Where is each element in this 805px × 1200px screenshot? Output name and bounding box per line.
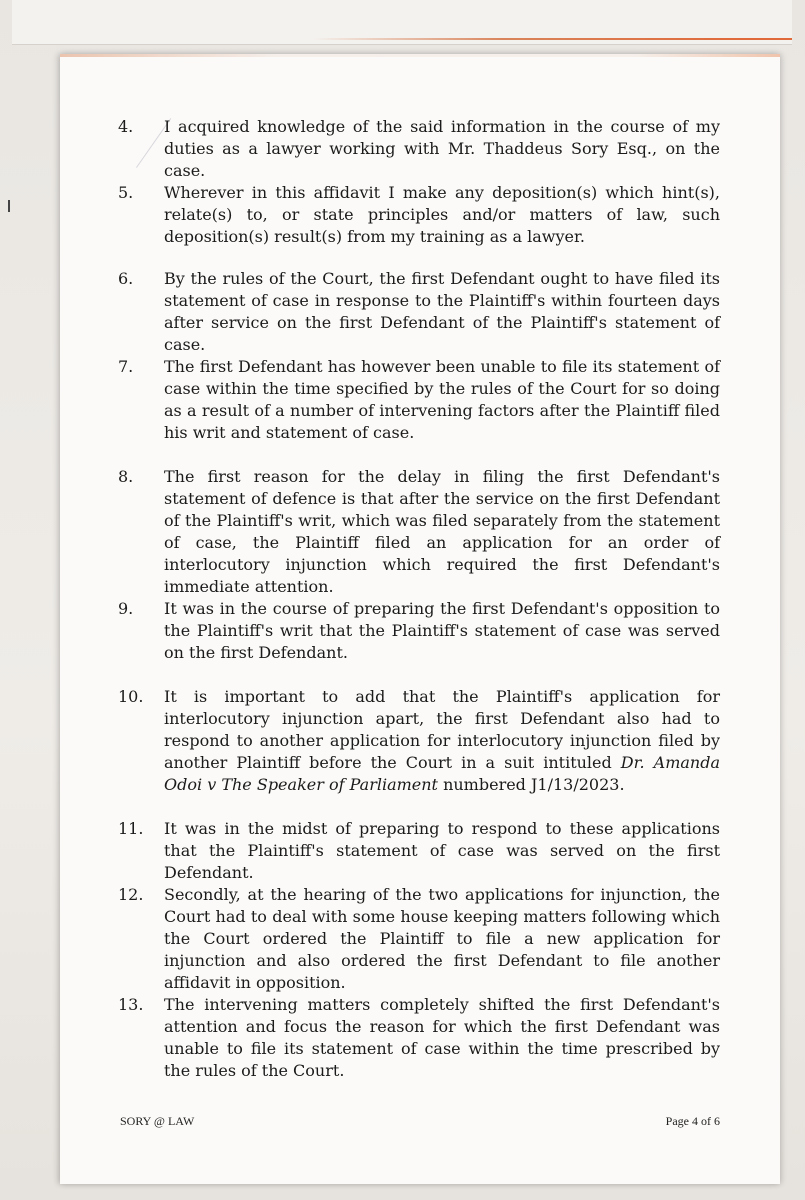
paragraph-text: Secondly, at the hearing of the two applications for injunction, the Court had to deal with some house keeping matters following which the Court ordered the Plaintiff to file a new application for injunction and also ordered the first Defendant to file another affidavit in opposition. [164,885,720,992]
paragraph-text: By the rules of the Court, the first Defendant ought to have filed its statement of case in response to the Plaintiff's within fourteen days after service on the first Defendant of the Plaintiff's statement of case. [164,269,720,354]
paragraph-text: I acquired knowledge of the said information in the course of my duties as a lawyer working with Mr. Thaddeus Sory Esq., on the case. [164,117,720,180]
paragraph-text: It was in the midst of preparing to respond to these applications that the Plaintiff's statement of case was served on the first Defendant. [164,819,720,882]
paragraph-number: 11. [118,819,144,838]
paragraph-number: 6. [118,269,134,288]
document-page [60,54,780,1184]
paragraph-text: Wherever in this affidavit I make any deposition(s) which hint(s), relate(s) to, or state principles and/or matters of law, such deposition(s) result(s) from my training as a lawyer. [164,183,720,246]
orange-edge-mark [312,38,792,40]
paragraph-number: 12. [118,885,144,904]
paragraph-number: 9. [118,599,134,618]
page-number: Page 4 of 6 [665,1114,720,1128]
paragraph-text [164,686,720,796]
paragraph-text-part: numbered J1/13/2023. [437,775,625,794]
paragraph-text: The intervening matters completely shifted the first Defendant's attention and focus the reason for which the first Defendant was unable to file its statement of case within the time prescribed by the rules of the Court. [164,995,720,1080]
paragraph-text: The first Defendant has however been unable to file its statement of case within the time specified by the rules of the Court for so doing as a result of a number of intervening factors after the Plaintiff filed his writ and statement of case. [164,357,720,442]
paragraph-number: 7. [118,357,134,376]
paragraph-text-part: It is important to add that the Plaintiff's application for interlocutory injunction apart, the first Defendant also had to respond to another application for interlocutory injunction filed by another Plaintiff before the Court in a suit intituled [164,687,720,772]
paragraph-number: 10. [118,687,144,706]
paragraph-number: 5. [118,183,134,202]
footer-firm: SORY @ LAW [120,1114,195,1128]
paragraph-number: 13. [118,995,144,1014]
paragraph-text: The first reason for the delay in filing the first Defendant's statement of defence is that after the service on the first Defendant of the Plaintiff's writ, which was filed separately from the statement of case, the Plaintiff filed an application for an order of interlocutory injunction which required the first Defendant's immediate attention. [164,467,720,596]
paragraph-number: 4. [118,117,134,136]
paragraph-text: It was in the course of preparing the first Defendant's opposition to the Plaintiff's writ that the Plaintiff's statement of case was served on the first Defendant. [164,599,720,662]
case-name: Dr. Amanda Odoi v The Speaker of Parliament [164,753,720,794]
page-top-edge [60,54,780,57]
scan-speck [8,200,10,212]
paragraph-number: 8. [118,467,134,486]
underlying-page [12,0,792,45]
